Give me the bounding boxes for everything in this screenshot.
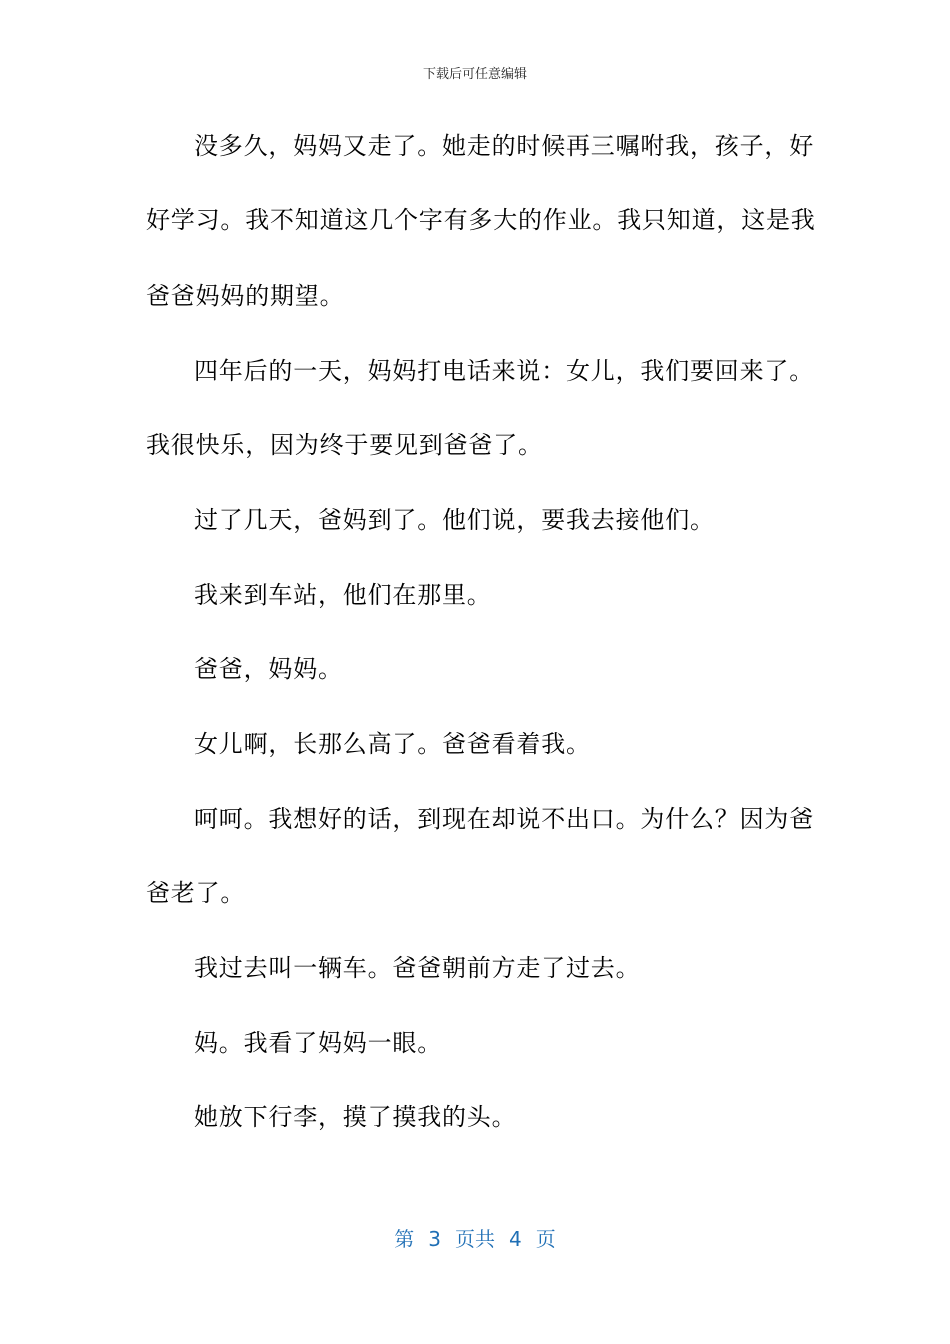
- paragraph-8: 我过去叫一辆车。爸爸朝前方走了过去。: [194, 954, 641, 982]
- paragraph-2-line-2: 我很快乐，因为终于要见到爸爸了。: [146, 431, 543, 459]
- paragraph-1-line-2: 好学习。我不知道这几个字有多大的作业。我只知道，这是我: [146, 206, 816, 234]
- paragraph-5: 爸爸，妈妈。: [194, 655, 343, 683]
- page-footer-prefix: 第: [394, 1227, 415, 1251]
- total-pages-number: 4: [509, 1227, 522, 1251]
- page-header-note: 下载后可任意编辑: [422, 67, 527, 82]
- paragraph-1-line-1: 没多久，妈妈又走了。她走的时候再三嘱咐我，孩子，好: [194, 132, 814, 160]
- paragraph-2-line-1: 四年后的一天，妈妈打电话来说：女儿，我们要回来了。: [194, 357, 814, 385]
- current-page-number: 3: [428, 1227, 441, 1251]
- page-footer-middle: 页共: [455, 1227, 495, 1251]
- page-footer: [0, 1226, 950, 1252]
- paragraph-6: 女儿啊，长那么高了。爸爸看着我。: [194, 730, 591, 758]
- paragraph-4: 我来到车站，他们在那里。: [194, 581, 492, 609]
- page-footer-suffix: 页: [535, 1227, 556, 1251]
- paragraph-7-line-2: 爸老了。: [146, 879, 246, 907]
- paragraph-1-line-3: 爸爸妈妈的期望。: [146, 282, 345, 310]
- paragraph-10: 她放下行李，摸了摸我的头。: [194, 1103, 517, 1131]
- paragraph-3: 过了几天，爸妈到了。他们说，要我去接他们。: [194, 506, 715, 534]
- paragraph-9: 妈。我看了妈妈一眼。: [194, 1029, 442, 1057]
- paragraph-7-line-1: 呵呵。我想好的话，到现在却说不出口。为什么？因为爸: [194, 805, 814, 833]
